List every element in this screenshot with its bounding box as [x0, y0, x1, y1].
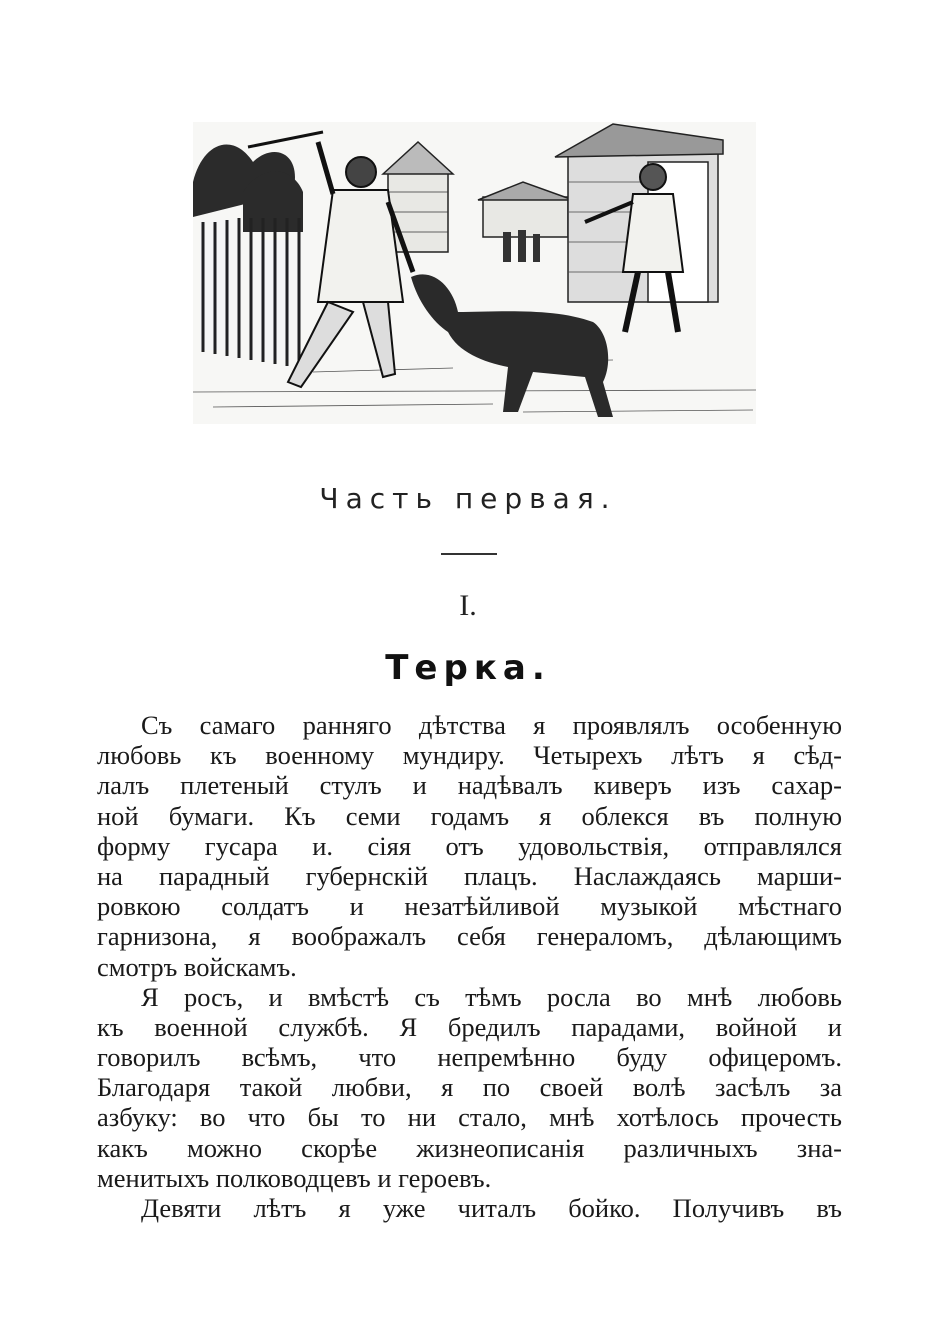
- text-line: на парадный губернскій плацъ. Наслаждаясь марши-: [97, 860, 842, 891]
- chapter-illustration: [193, 122, 756, 424]
- chapter-number: I.: [459, 589, 477, 622]
- part-title: Часть первая.: [319, 482, 617, 515]
- text-line: любовь къ военному мундиру. Четырехъ лѣтъ я сѣд-: [97, 740, 842, 771]
- text-line: Благодаря такой любви, я по своей волѣ засѣлъ за: [97, 1072, 842, 1103]
- text-line: менитыхъ полководцевъ и героевъ.: [97, 1162, 492, 1193]
- text-line: лалъ плетеный стулъ и надѣвалъ киверъ изъ сахар-: [97, 770, 842, 801]
- text-line: Девяти лѣтъ я уже читалъ бойко. Получивъ въ: [141, 1193, 842, 1223]
- text-line: ровкою солдатъ и незатѣйливой музыкой мѣстнаго: [97, 891, 842, 922]
- text-line: къ военной службѣ. Я бредилъ парадами, войной и: [97, 1011, 842, 1042]
- text-line: гарнизона, я воображалъ себя генераломъ, дѣлающимъ: [97, 921, 842, 952]
- text-line: говорилъ всѣмъ, что непремѣнно буду офицеромъ.: [97, 1042, 842, 1073]
- text-line: форму гусара и. сіяя отъ удовольствія, отправлялся: [97, 830, 842, 861]
- text-line: смотръ войскамъ.: [97, 951, 297, 982]
- text-line: Съ самаго ранняго дѣтства я проявлялъ особенную: [141, 710, 842, 740]
- text-line: азбуку: во что бы то ни стало, мнѣ хотѣлось прочесть: [97, 1102, 842, 1133]
- body-text: [97, 710, 842, 1223]
- section-divider: [441, 553, 497, 555]
- text-line: ной бумаги. Къ семи годамъ я облекся въ полную: [97, 800, 842, 831]
- text-line: Я росъ, и вмѣстѣ съ тѣмъ росла во мнѣ любовь: [141, 981, 842, 1012]
- text-line: какъ можно скорѣе жизнеописанія различныхъ зна-: [97, 1132, 842, 1163]
- chapter-title: Терка.: [385, 648, 551, 688]
